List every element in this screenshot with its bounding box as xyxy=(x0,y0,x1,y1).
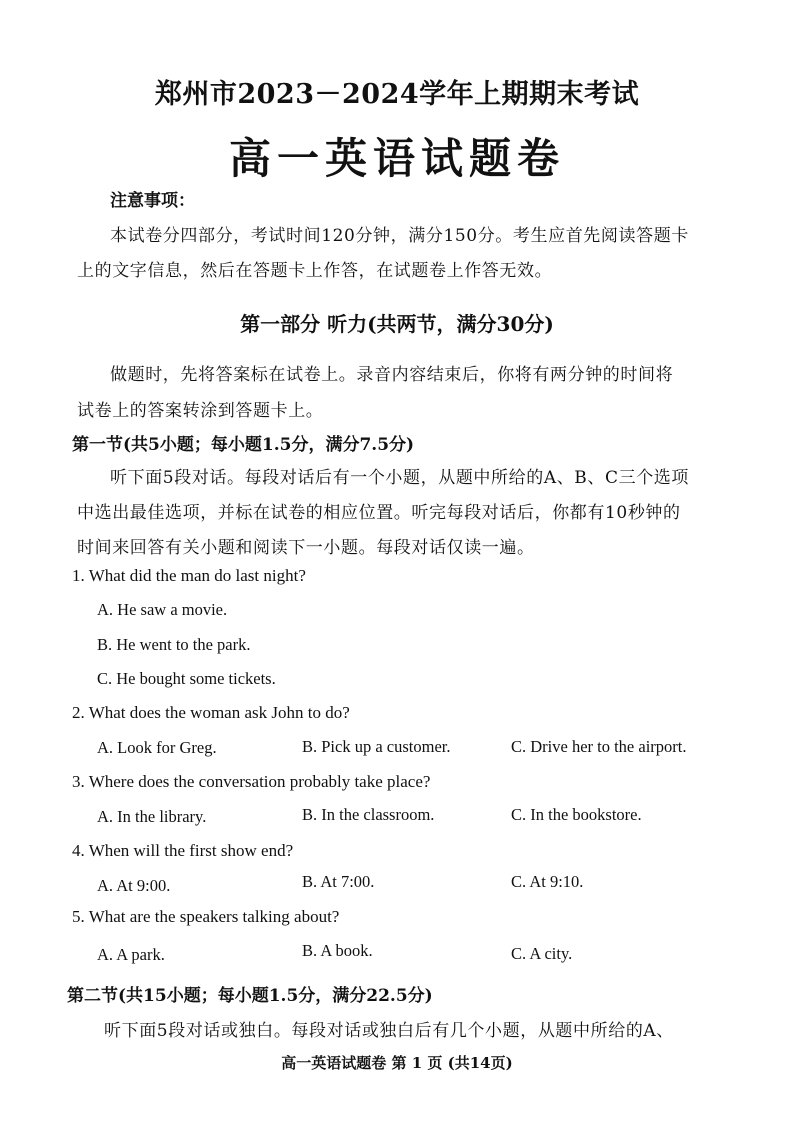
exam-title: 郑州市2023－2024学年上期期末考试 xyxy=(154,79,640,110)
section1-instruction-line-2: 中选出最佳选项，并标在试卷的相应位置。听完每段对话后，你都有10秒钟的 xyxy=(77,503,681,523)
question-1-stem: 1. What did the man do last night? xyxy=(72,566,306,585)
question-4-stem: 4. When will the first show end? xyxy=(72,841,294,860)
question-5-stem: 5. What are the speakers talking about? xyxy=(72,907,340,926)
question-3-option-b: B. In the classroom. xyxy=(302,805,435,824)
question-3-option-a: A. In the library. xyxy=(97,807,207,826)
notice-heading: 注意事项： xyxy=(110,191,195,211)
notice-line-1: 本试卷分四部分，考试时间120分钟，满分150分。考生应首先阅读答题卡 xyxy=(110,226,689,246)
question-3-stem: 3. Where does the conversation probably take place? xyxy=(72,772,431,791)
question-2-option-a: A. Look for Greg. xyxy=(97,738,217,757)
notice-line-2: 上的文字信息，然后在答题卡上作答，在试题卷上作答无效。 xyxy=(77,261,553,281)
question-4-option-b: B. At 7:00. xyxy=(302,872,375,891)
part1-intro-line-1: 做题时，先将答案标在试卷上。录音内容结束后，你将有两分钟的时间将 xyxy=(110,365,674,385)
paper-title: 高一英语试题卷 xyxy=(228,134,565,183)
question-5-option-a: A. A park. xyxy=(97,945,165,964)
section1-instruction-line-3: 时间来回答有关小题和阅读下一小题。每段对话仅读一遍。 xyxy=(77,538,535,558)
part1-title: 第一部分 听力(共两节，满分30分) xyxy=(240,312,554,336)
section1-title: 第一节(共5小题；每小题1.5分，满分7.5分) xyxy=(72,435,415,455)
section1-instruction-line-1: 听下面5段对话。每段对话后有一个小题，从题中所给的A、B、C三个选项 xyxy=(110,468,689,488)
section2-title: 第二节(共15小题；每小题1.5分，满分22.5分) xyxy=(67,986,433,1006)
question-1-option-b: B. He went to the park. xyxy=(97,635,251,654)
question-1-option-c: C. He bought some tickets. xyxy=(97,669,276,688)
question-2-stem: 2. What does the woman ask John to do? xyxy=(72,703,350,722)
question-5-option-b: B. A book. xyxy=(302,941,373,960)
question-2-option-c: C. Drive her to the airport. xyxy=(511,737,687,756)
part1-intro-line-2: 试卷上的答案转涂到答题卡上。 xyxy=(77,401,324,421)
question-5-option-c: C. A city. xyxy=(511,944,573,963)
question-2-option-b: B. Pick up a customer. xyxy=(302,737,451,756)
question-4-option-a: A. At 9:00. xyxy=(97,876,171,895)
question-3-option-c: C. In the bookstore. xyxy=(511,805,642,824)
question-1-option-a: A. He saw a movie. xyxy=(97,600,228,619)
section2-instruction-line-1: 听下面5段对话或独白。每段对话或独白后有几个小题，从题中所给的A、 xyxy=(104,1021,674,1041)
question-4-option-c: C. At 9:10. xyxy=(511,872,584,891)
page-footer: 高一英语试题卷 第 1 页 (共14页) xyxy=(281,1054,513,1072)
